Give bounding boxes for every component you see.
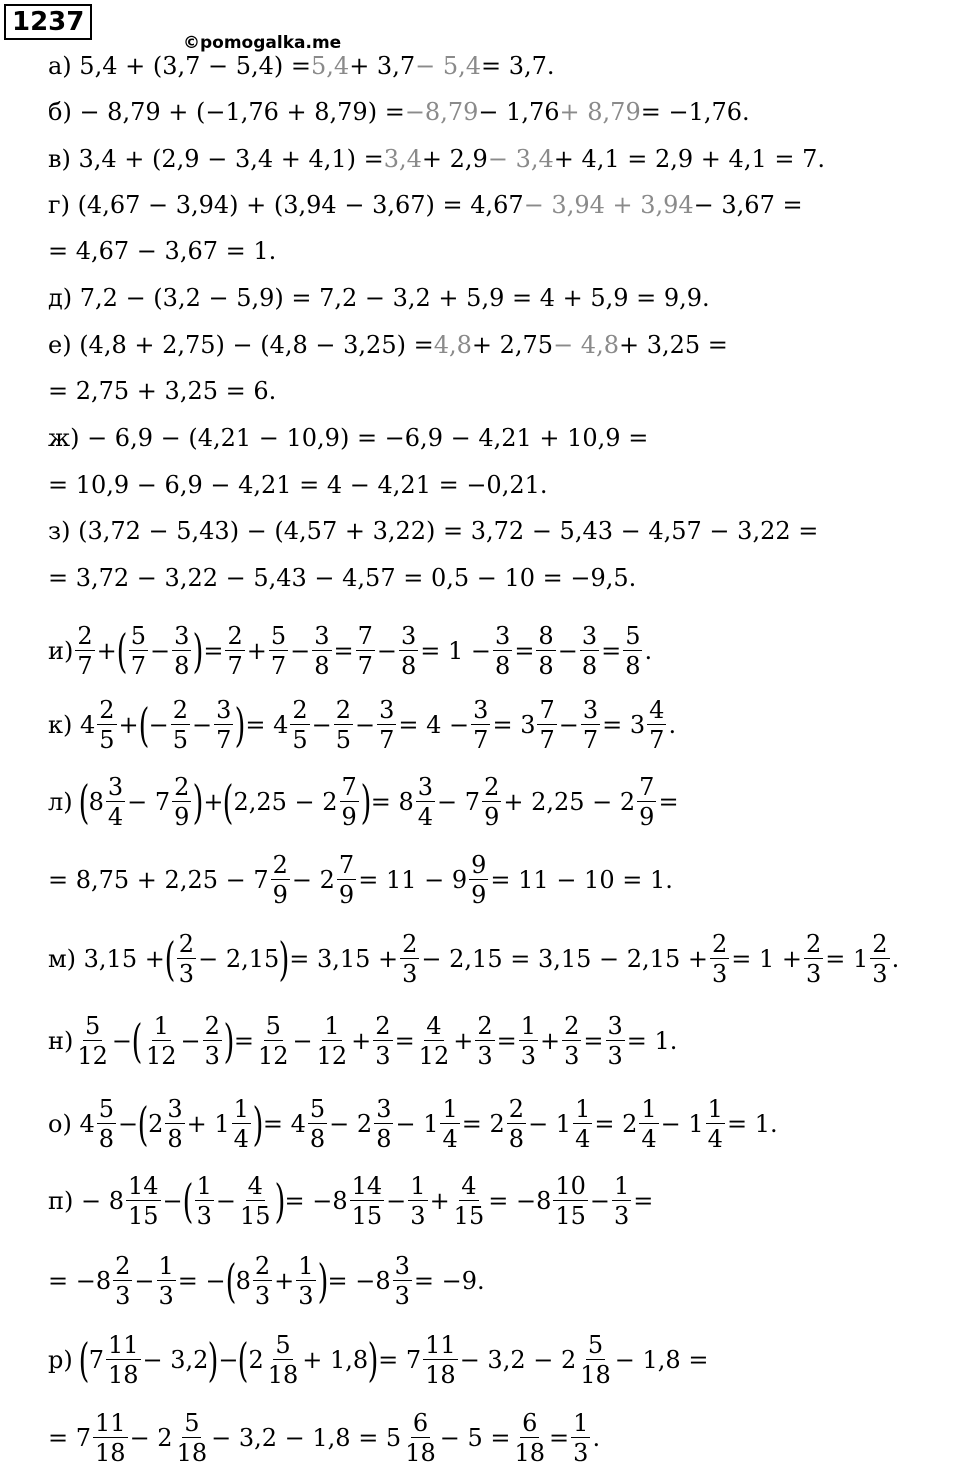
line-z2: = 3,72 − 3,22 − 5,43 − 4,57 = 0,5 − 10 = −9,5. (48, 564, 637, 592)
line-g: г) (4,67 − 3,94) + (3,94 − 3,67) = 4,67 − 3,94 + 3,94 − 3,67 = (48, 191, 803, 219)
exercise-number: 1237 (4, 4, 92, 40)
line-zh2: = 10,9 − 6,9 − 4,21 = 4 − 4,21 = −0,21. (48, 471, 548, 499)
line-e: е) (4,8 + 2,75) − (4,8 − 3,25) = 4,8 + 2,75 − 4,8 + 3,25 = (48, 331, 728, 359)
watermark: ©pomogalka.me (183, 33, 342, 53)
line-v: в) 3,4 + (2,9 − 3,4 + 4,1) = 3,4 + 2,9 − 3,4 + 4,1 = 2,9 + 4,1 = 7. (48, 145, 825, 173)
line-r2: = 7 $\frac{11}{18}$ − 2 $\frac{5}{18}$ − 3,2 − 1,8 = 5 $\frac{6}{18}$ − 5 = $\frac{6}{18}$ = $\frac{1}{3}$ . (48, 1409, 601, 1467)
line-k: к) 4 $\frac{2}{5}$ + ( − $\frac{2}{5}$ − $\frac{3}{7}$ ) = 4 $\frac{2}{5}$ − $\frac{2}{5}$ − $\frac{3}{7}$ = 4 − $\frac{3}{7}$ = 3 $\frac{7}{7}$ − $\frac{3}{7}$ = 3 $\frac{4}{7}$ . (48, 696, 677, 754)
line-o: о) 4 $\frac{5}{8}$ − ( 2 $\frac{3}{8}$ + 1 $\frac{1}{4}$ ) = 4 $\frac{5}{8}$ − 2 $\frac{3}{8}$ − 1 $\frac{1}{4}$ = 2 $\frac{2}{8}$ − 1 $\frac{1}{4}$ = 2 $\frac{1}{4}$ − 1 $\frac{1}{4}$ = 1. (48, 1095, 778, 1153)
line-a: а) 5,4 + (3,7 − 5,4) = 5,4 + 3,7 − 5,4 = 3,7. (48, 52, 555, 80)
line-m: м) 3,15 + ( $\frac{2}{3}$ − 2,15 ) = 3,15 + $\frac{2}{3}$ − 2,15 = 3,15 − 2,15 + $\frac{2}{3}$ = 1 + $\frac{2}{3}$ = 1 $\frac{2}{3}$ . (48, 930, 900, 988)
line-p: п) − 8 $\frac{14}{15}$ − ( $\frac{1}{3}$ − $\frac{4}{15}$ ) = −8 $\frac{14}{15}$ − $\frac{1}{3}$ + $\frac{4}{15}$ = −8 $\frac{10}{15}$ − $\frac{1}{3}$ = (48, 1172, 654, 1230)
line-p2: = −8 $\frac{2}{3}$ − $\frac{1}{3}$ = − ( 8 $\frac{2}{3}$ + $\frac{1}{3}$ ) = −8 $\frac{3}{3}$ = −9. (48, 1252, 485, 1310)
line-z: з) (3,72 − 5,43) − (4,57 + 3,22) = 3,72 − 5,43 − 4,57 − 3,22 = (48, 517, 819, 545)
line-zh: ж) − 6,9 − (4,21 − 10,9) = −6,9 − 4,21 + 10,9 = (48, 424, 649, 452)
line-i: и) $\frac{2}{7}$ + ( $\frac{5}{7}$ − $\frac{3}{8}$ ) = $\frac{2}{7}$ + $\frac{5}{7}$ − $\frac{3}{8}$ = $\frac{7}{7}$ − $\frac{3}{8}$ = 1 − $\frac{3}{8}$ = $\frac{8}{8}$ − $\frac{3}{8}$ = $\frac{5}{8}$ . (48, 622, 653, 680)
line-d: д) 7,2 − (3,2 − 5,9) = 7,2 − 3,2 + 5,9 = 4 + 5,9 = 9,9. (48, 284, 710, 312)
line-g2: = 4,67 − 3,67 = 1. (48, 237, 277, 265)
line-b: б) − 8,79 + (−1,76 + 8,79) = −8,79 − 1,76 + 8,79 = −1,76. (48, 98, 750, 126)
line-l: л) ( 8 $\frac{3}{4}$ − 7 $\frac{2}{9}$ ) + ( 2,25 − 2 $\frac{7}{9}$ ) = 8 $\frac{3}{4}$ − 7 $\frac{2}{9}$ + 2,25 − 2 $\frac{7}{9}$ = (48, 773, 679, 831)
line-l2: = 8,75 + 2,25 − 7 $\frac{2}{9}$ − 2 $\frac{7}{9}$ = 11 − 9 $\frac{9}{9}$ = 11 − 10 = 1. (48, 851, 673, 909)
line-n: н) $\frac{5}{12}$ − ( $\frac{1}{12}$ − $\frac{2}{3}$ ) = $\frac{5}{12}$ − $\frac{1}{12}$ + $\frac{2}{3}$ = $\frac{4}{12}$ + $\frac{2}{3}$ = $\frac{1}{3}$ + $\frac{2}{3}$ = $\frac{3}{3}$ = 1. (48, 1012, 678, 1070)
line-r: р) ( 7 $\frac{11}{18}$ − 3,2 ) − ( 2 $\frac{5}{18}$ + 1,8 ) = 7 $\frac{11}{18}$ − 3,2 − 2 $\frac{5}{18}$ − 1,8 = (48, 1331, 709, 1389)
line-e2: = 2,75 + 3,25 = 6. (48, 377, 277, 405)
